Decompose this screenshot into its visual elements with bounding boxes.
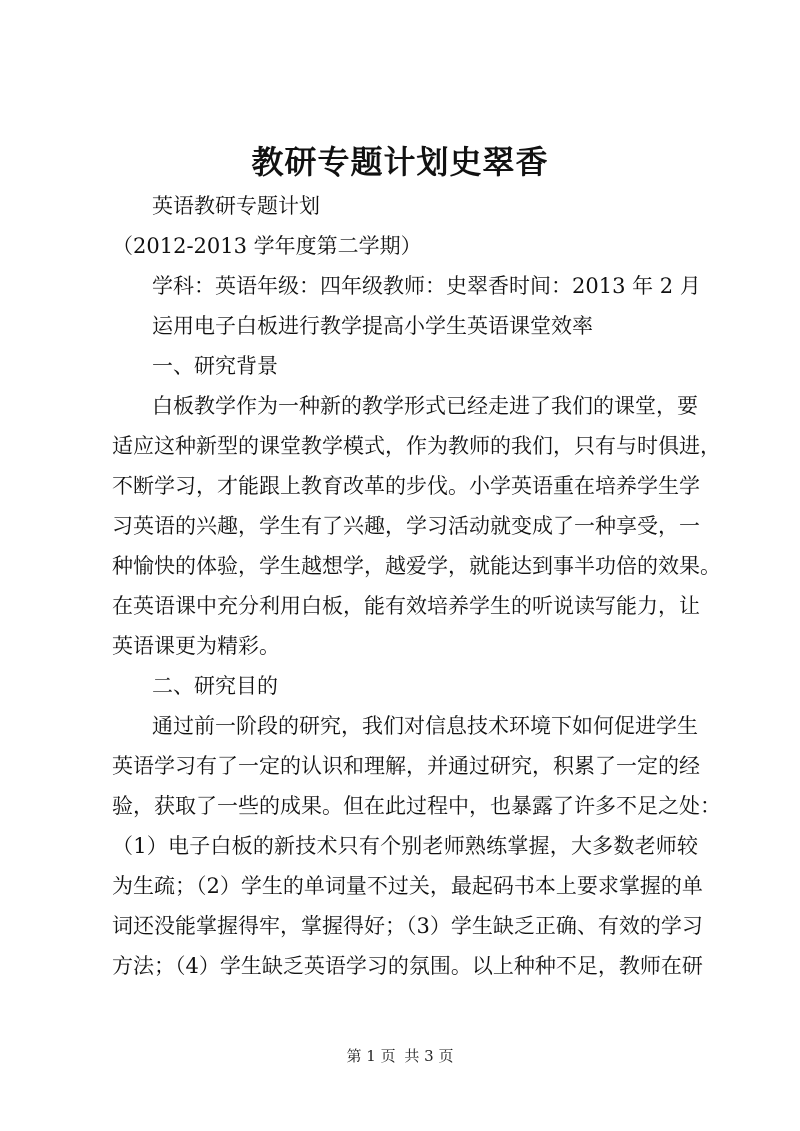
paragraph-line: 适应这种新型的课堂教学模式，作为教师的我们，只有与时俱进， xyxy=(112,434,721,458)
subtitle-line: 英语教研专题计划 xyxy=(152,194,320,218)
section-heading-purpose: 二、研究目的 xyxy=(152,674,278,698)
paragraph-line: （1）电子白板的新技术只有个别老师熟练掌握，大多数老师较 xyxy=(112,834,698,858)
semester-line: （2012-2013 学年度第二学期） xyxy=(112,234,422,258)
paragraph-line: 白板教学作为一种新的教学形式已经走进了我们的课堂，要 xyxy=(152,394,698,418)
page-number: 第 1 页 xyxy=(346,1047,396,1065)
paragraph-line: 英语学习有了一定的认识和理解，并通过研究，积累了一定的经 xyxy=(112,754,700,778)
info-line: 学科：英语年级：四年级教师：史翠香时间：2013 年 2 月 xyxy=(152,274,701,298)
paragraph-line: 为生疏；（2）学生的单词量不过关，最起码书本上要求掌握的单 xyxy=(112,874,703,898)
paragraph-line: 习英语的兴趣，学生有了兴趣，学习活动就变成了一种享受，一 xyxy=(112,514,700,538)
paragraph-line: 不断学习，才能跟上教育改革的步伐。小学英语重在培养学生学 xyxy=(112,474,700,498)
paragraph-line: 在英语课中充分利用白板，能有效培养学生的听说读写能力，让 xyxy=(112,594,700,618)
page-footer xyxy=(0,1046,800,1066)
paragraph-line: 通过前一阶段的研究，我们对信息技术环境下如何促进学生 xyxy=(152,714,698,738)
document-title: 教研专题计划史翠香 xyxy=(251,143,549,181)
document-body xyxy=(112,186,721,986)
paragraph-line: 种愉快的体验，学生越想学，越爱学，就能达到事半功倍的效果。 xyxy=(112,554,721,578)
paragraph-line: 英语课更为精彩。 xyxy=(112,634,280,658)
section-heading-background: 一、研究背景 xyxy=(152,354,278,378)
paragraph-line: 方法；（4）学生缺乏英语学习的氛围。以上种种不足，教师在研 xyxy=(112,954,703,978)
page-total: 共 3 页 xyxy=(404,1047,454,1065)
paragraph-line: 词还没能掌握得牢，掌握得好；（3）学生缺乏正确、有效的学习 xyxy=(112,914,703,938)
topic-line: 运用电子白板进行教学提高小学生英语课堂效率 xyxy=(152,314,593,338)
paragraph-line: 验，获取了一些的成果。但在此过程中，也暴露了许多不足之处： xyxy=(112,794,721,818)
